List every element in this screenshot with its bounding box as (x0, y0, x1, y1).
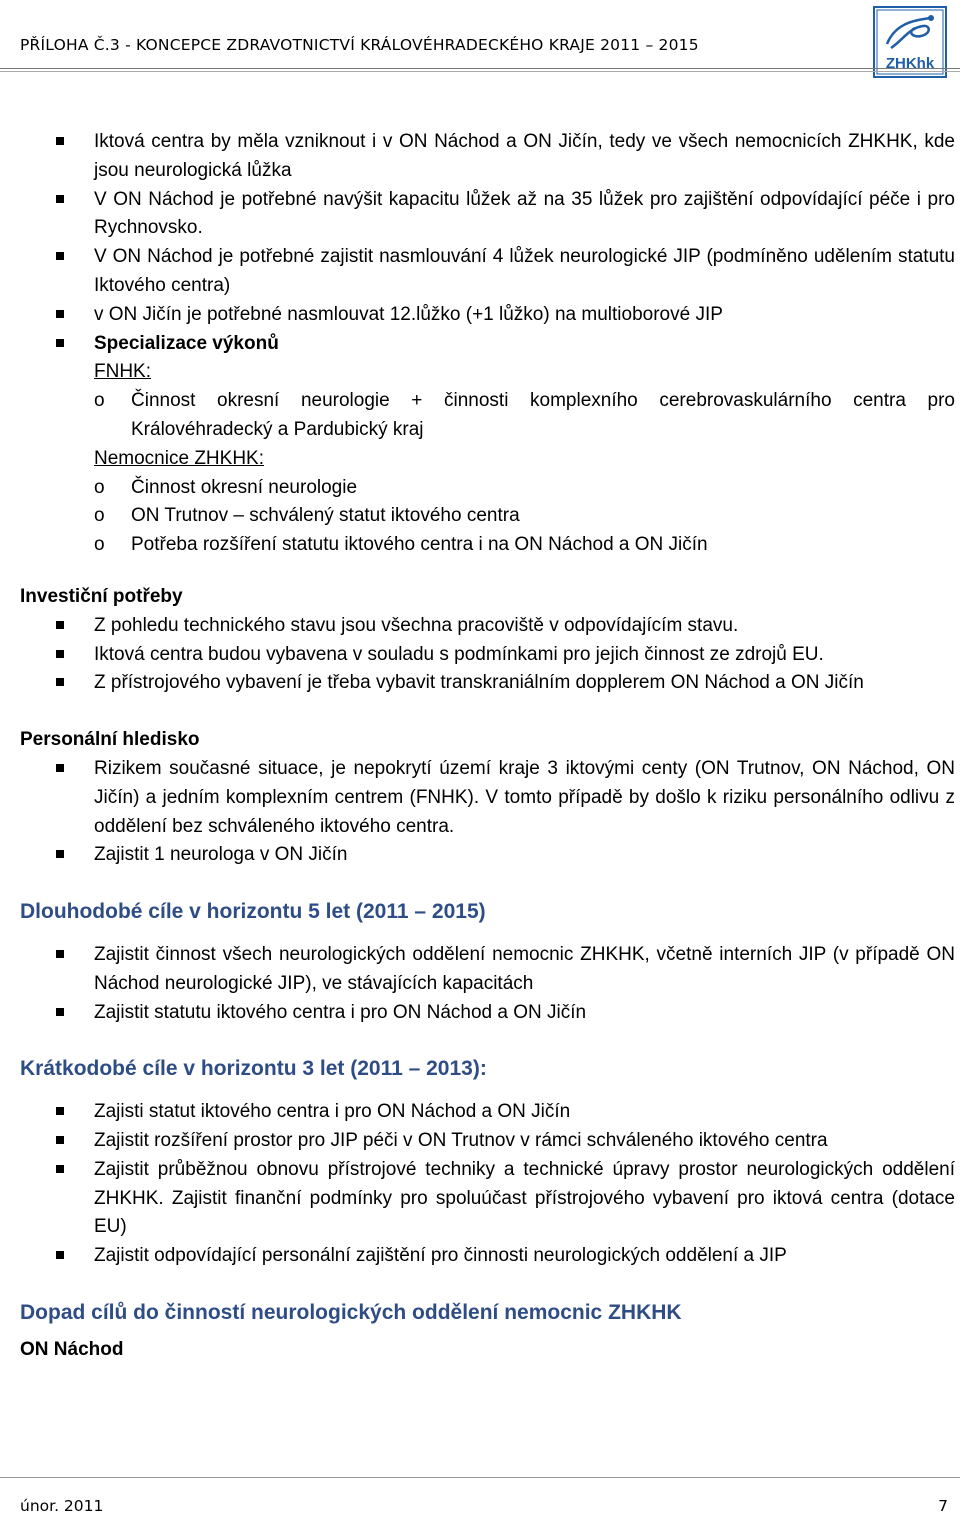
square-bullet-icon (56, 950, 64, 958)
nemocnice-label: Nemocnice ZHKHK: (94, 447, 264, 469)
list-item: Zajistit činnost všech neurologických oddělení nemocnic ZHKHK, včetně interních JIP (v případě ON Náchod neurologické JIP), ve stávajících kapacitách (20, 941, 955, 999)
list-item: v ON Jičín je potřebné nasmlouvat 12.lůžko (+1 lůžko) na multioborové JIP (20, 301, 955, 330)
list-item: Iktová centra budou vybavena v souladu s podmínkami pro jejich činnost ze zdrojů EU. (20, 641, 955, 670)
footer-date: únor. 2011 (20, 1497, 104, 1515)
page-number: 7 (938, 1497, 948, 1515)
square-bullet-icon (56, 850, 64, 858)
beds-list (20, 128, 955, 358)
footer-divider (0, 1477, 960, 1478)
dlouhodobe-heading: Dlouhodobé cíle v horizontu 5 let (2011 – 2015) (20, 900, 486, 924)
circle-bullet-icon: o (94, 390, 105, 412)
square-bullet-icon (56, 650, 64, 658)
investicni-list (20, 612, 955, 698)
investicni-heading: Investiční potřeby (20, 585, 183, 607)
dlouhodobe-list (20, 941, 955, 1027)
nemocnice-list (20, 474, 955, 560)
list-item: Zajistit odpovídající personální zajištění pro činnosti neurologických oddělení a JIP (20, 1242, 955, 1271)
list-item: o Činnost okresní neurologie (20, 474, 955, 503)
personalni-heading: Personální hledisko (20, 729, 200, 751)
personalni-list (20, 755, 955, 870)
dopad-heading: Dopad cílů do činností neurologických oddělení nemocnic ZHKHK (20, 1300, 682, 1324)
square-bullet-icon (56, 621, 64, 629)
square-bullet-icon (56, 310, 64, 318)
list-item-specializace: Specializace výkonů (20, 330, 955, 359)
circle-bullet-icon: o (94, 476, 105, 498)
page-header-title: PŘÍLOHA Č.3 - KONCEPCE ZDRAVOTNICTVÍ KRÁLOVÉHRADECKÉHO KRAJE 2011 – 2015 (20, 36, 699, 54)
circle-bullet-icon: o (94, 505, 105, 527)
list-item: Iktová centra by měla vzniknout i v ON Náchod a ON Jičín, tedy ve všech nemocnicích ZHKHK, kde jsou neurologická lůžka (20, 128, 955, 186)
square-bullet-icon (56, 1165, 64, 1173)
kratkodobe-list (20, 1098, 955, 1271)
list-item: V ON Náchod je potřebné zajistit nasmlouvání 4 lůžek neurologické JIP (podmíněno udělením statutu Iktového centra) (20, 243, 955, 301)
page-content (20, 128, 955, 1364)
logo-text: ZHKhk (885, 55, 935, 72)
list-item: Z přístrojového vybavení je třeba vybavit transkraniálním dopplerem ON Náchod a ON Jičín (20, 669, 955, 698)
square-bullet-icon (56, 678, 64, 686)
list-item: o Potřeba rozšíření statutu iktového centra i na ON Náchod a ON Jičín (20, 531, 955, 560)
square-bullet-icon (56, 252, 64, 260)
list-item: Zajistit statutu iktového centra i pro ON Náchod a ON Jičín (20, 999, 955, 1028)
list-item: Zajisti statut iktového centra i pro ON Náchod a ON Jičín (20, 1098, 955, 1127)
fnhk-list (20, 387, 955, 445)
square-bullet-icon (56, 1136, 64, 1144)
circle-bullet-icon: o (94, 534, 105, 556)
list-item: Rizikem současné situace, je nepokrytí území kraje 3 iktovými centy (ON Trutnov, ON Náchod, ON Jičín) a jedním komplexním centrem (FNHK). V tomto případě by došlo k riziku personálního odlivu z oddělení bez schváleného iktového centra. (20, 755, 955, 841)
square-bullet-icon (56, 1008, 64, 1016)
square-bullet-icon (56, 137, 64, 145)
list-item: o ON Trutnov – schválený statut iktového centra (20, 502, 955, 531)
square-bullet-icon (56, 1251, 64, 1259)
square-bullet-icon (56, 195, 64, 203)
square-bullet-icon (56, 1107, 64, 1115)
list-item: V ON Náchod je potřebné navýšit kapacitu lůžek až na 35 lůžek pro zajištění odpovídající péče i pro Rychnovsko. (20, 186, 955, 244)
list-item: Zajistit rozšíření prostor pro JIP péči v ON Trutnov v rámci schváleného iktového centra (20, 1127, 955, 1156)
list-item: o Činnost okresní neurologie + činnosti komplexního cerebrovaskulárního centra pro Královéhradecký a Pardubický kraj (20, 387, 955, 445)
list-item: Zajistit 1 neurologa v ON Jičín (20, 841, 955, 870)
square-bullet-icon (56, 764, 64, 772)
on-nachod-subheading: ON Náchod (20, 1338, 124, 1360)
header-divider (0, 68, 960, 72)
list-item: Zajistit průběžnou obnovu přístrojové techniky a technické úpravy prostor neurologických oddělení ZHKHK. Zajistit finanční podmínky pro spoluúčast přístrojového vybavení pro iktová centra (dotace EU) (20, 1156, 955, 1242)
fnhk-label: FNHK: (94, 361, 151, 383)
kratkodobe-heading: Krátkodobé cíle v horizontu 3 let (2011 – 2013): (20, 1057, 487, 1081)
list-item: Z pohledu technického stavu jsou všechna pracoviště v odpovídajícím stavu. (20, 612, 955, 641)
square-bullet-icon (56, 339, 64, 347)
